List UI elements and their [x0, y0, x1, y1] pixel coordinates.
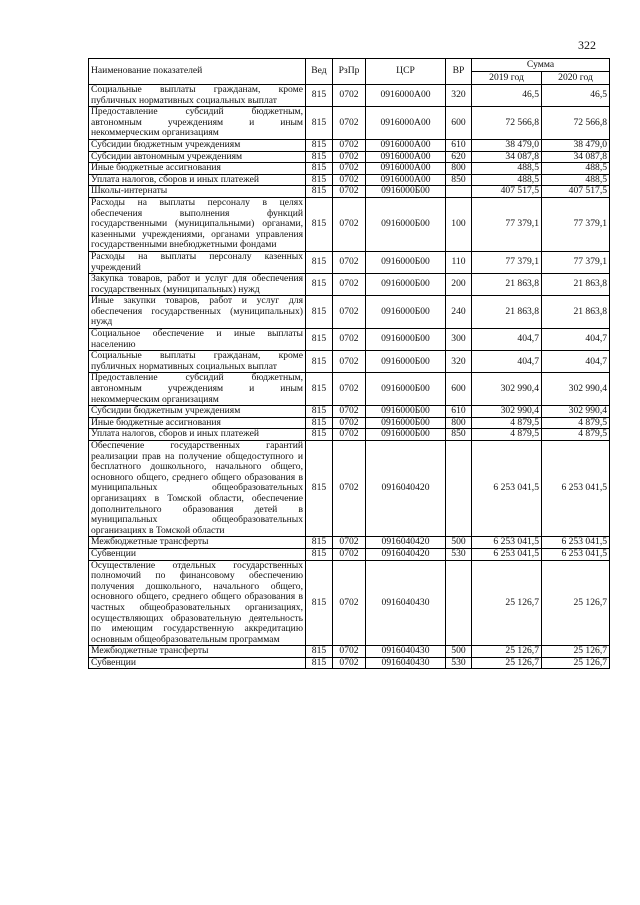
- row-csr: 0916000А00: [366, 107, 446, 140]
- row-csr: 0916000Б00: [366, 429, 446, 441]
- table-row: [89, 441, 610, 537]
- row-ved: 815: [306, 373, 333, 406]
- row-rzpr: 0702: [333, 548, 366, 560]
- row-ved: 815: [306, 251, 333, 273]
- table-header: [89, 59, 610, 85]
- row-csr: 0916040420: [366, 548, 446, 560]
- row-vr: 850: [446, 174, 472, 186]
- row-csr: 0916000А00: [366, 85, 446, 107]
- row-csr: 0916040430: [366, 646, 446, 658]
- row-sum-2019: 404,7: [472, 329, 542, 351]
- header-ved: Вед: [306, 59, 333, 85]
- row-vr: 100: [446, 197, 472, 251]
- row-sum-2019: 302 990,4: [472, 373, 542, 406]
- row-name: Субсидии автономным учреждениям: [89, 151, 306, 163]
- row-sum-2020: 407 517,5: [542, 186, 610, 198]
- row-vr: [446, 441, 472, 537]
- row-ved: 815: [306, 441, 333, 537]
- table-row: [89, 174, 610, 186]
- row-sum-2019: 72 566,8: [472, 107, 542, 140]
- row-ved: 815: [306, 548, 333, 560]
- table-row: [89, 85, 610, 107]
- row-vr: 800: [446, 163, 472, 175]
- row-vr: 300: [446, 329, 472, 351]
- table-row: [89, 373, 610, 406]
- row-ved: 815: [306, 139, 333, 151]
- row-vr: 530: [446, 548, 472, 560]
- row-sum-2019: 4 879,5: [472, 417, 542, 429]
- row-name: Субсидии бюджетным учреждениям: [89, 139, 306, 151]
- row-csr: 0916000А00: [366, 151, 446, 163]
- row-name: Иные бюджетные ассигнования: [89, 417, 306, 429]
- row-rzpr: 0702: [333, 163, 366, 175]
- row-sum-2020: 4 879,5: [542, 429, 610, 441]
- row-vr: 530: [446, 657, 472, 669]
- row-rzpr: 0702: [333, 351, 366, 373]
- table-row: [89, 329, 610, 351]
- row-name: Субвенции: [89, 657, 306, 669]
- row-sum-2020: 488,5: [542, 174, 610, 186]
- row-csr: 0916000Б00: [366, 296, 446, 329]
- row-name: Субвенции: [89, 548, 306, 560]
- row-vr: 620: [446, 151, 472, 163]
- row-sum-2020: 488,5: [542, 163, 610, 175]
- table-row: [89, 186, 610, 198]
- row-vr: 500: [446, 646, 472, 658]
- table-row: [89, 197, 610, 251]
- table-row: [89, 429, 610, 441]
- row-sum-2019: 34 087,8: [472, 151, 542, 163]
- row-vr: [446, 186, 472, 198]
- row-sum-2019: 77 379,1: [472, 197, 542, 251]
- table-row: [89, 163, 610, 175]
- row-ved: 815: [306, 107, 333, 140]
- table-row: [89, 657, 610, 669]
- table-row: [89, 406, 610, 418]
- row-ved: 815: [306, 186, 333, 198]
- row-sum-2019: 46,5: [472, 85, 542, 107]
- row-sum-2019: 4 879,5: [472, 429, 542, 441]
- row-sum-2019: 488,5: [472, 163, 542, 175]
- table-row: [89, 139, 610, 151]
- table-row: [89, 296, 610, 329]
- row-sum-2019: 25 126,7: [472, 560, 542, 646]
- row-rzpr: 0702: [333, 429, 366, 441]
- header-name: Наименование показателей: [89, 59, 306, 85]
- row-vr: [446, 560, 472, 646]
- table-body: [89, 85, 610, 669]
- header-year-2019: 2019 год: [472, 72, 542, 85]
- row-sum-2020: 6 253 041,5: [542, 537, 610, 549]
- row-sum-2020: 25 126,7: [542, 560, 610, 646]
- table-row: [89, 417, 610, 429]
- row-sum-2020: 404,7: [542, 329, 610, 351]
- row-name: Социальное обеспечение и иные выплаты населению: [89, 329, 306, 351]
- row-ved: 815: [306, 417, 333, 429]
- table-row: [89, 548, 610, 560]
- row-sum-2019: 25 126,7: [472, 657, 542, 669]
- header-csr: ЦСР: [366, 59, 446, 85]
- row-rzpr: 0702: [333, 274, 366, 296]
- row-ved: 815: [306, 274, 333, 296]
- header-year-2020: 2020 год: [542, 72, 610, 85]
- row-sum-2020: 21 863,8: [542, 296, 610, 329]
- row-sum-2020: 302 990,4: [542, 406, 610, 418]
- row-name: Уплата налогов, сборов и иных платежей: [89, 429, 306, 441]
- row-vr: 610: [446, 406, 472, 418]
- row-name: Уплата налогов, сборов и иных платежей: [89, 174, 306, 186]
- row-sum-2020: 21 863,8: [542, 274, 610, 296]
- row-csr: 0916040420: [366, 441, 446, 537]
- table-row: [89, 537, 610, 549]
- row-rzpr: 0702: [333, 85, 366, 107]
- row-ved: 815: [306, 560, 333, 646]
- row-vr: 110: [446, 251, 472, 273]
- row-ved: 815: [306, 657, 333, 669]
- row-csr: 0916000Б00: [366, 197, 446, 251]
- row-sum-2019: 6 253 041,5: [472, 548, 542, 560]
- row-rzpr: 0702: [333, 197, 366, 251]
- row-name: Межбюджетные трансферты: [89, 646, 306, 658]
- row-rzpr: 0702: [333, 174, 366, 186]
- row-ved: 815: [306, 351, 333, 373]
- row-csr: 0916000Б00: [366, 186, 446, 198]
- row-ved: 815: [306, 406, 333, 418]
- row-name: Социальные выплаты гражданам, кроме публичных нормативных социальных выплат: [89, 85, 306, 107]
- row-vr: 320: [446, 85, 472, 107]
- row-name: Школы-интернаты: [89, 186, 306, 198]
- row-sum-2019: 407 517,5: [472, 186, 542, 198]
- row-sum-2019: 6 253 041,5: [472, 537, 542, 549]
- row-sum-2020: 72 566,8: [542, 107, 610, 140]
- row-sum-2019: 21 863,8: [472, 296, 542, 329]
- row-vr: 320: [446, 351, 472, 373]
- row-name: Субсидии бюджетным учреждениям: [89, 406, 306, 418]
- row-vr: 600: [446, 373, 472, 406]
- row-csr: 0916000Б00: [366, 406, 446, 418]
- row-csr: 0916000А00: [366, 163, 446, 175]
- row-csr: 0916040420: [366, 537, 446, 549]
- row-sum-2020: 302 990,4: [542, 373, 610, 406]
- row-rzpr: 0702: [333, 646, 366, 658]
- row-ved: 815: [306, 646, 333, 658]
- row-rzpr: 0702: [333, 107, 366, 140]
- header-sum: Сумма: [472, 59, 610, 72]
- row-sum-2020: 404,7: [542, 351, 610, 373]
- row-csr: 0916040430: [366, 560, 446, 646]
- row-csr: 0916000Б00: [366, 251, 446, 273]
- row-sum-2019: 38 479,0: [472, 139, 542, 151]
- header-rzpr: РзПр: [333, 59, 366, 85]
- row-csr: 0916000А00: [366, 139, 446, 151]
- row-ved: 815: [306, 163, 333, 175]
- row-ved: 815: [306, 85, 333, 107]
- row-rzpr: 0702: [333, 373, 366, 406]
- row-rzpr: 0702: [333, 139, 366, 151]
- row-name: Осуществление отдельных государственных полномочий по финансовому обеспечению получения дошкольного, начального общего, основного общего, среднего общего образования в частных общеобразовательных организациях, осуществляющих образовательную деятельность по имеющим государственную аккредитацию основным общеобразовательным программам: [89, 560, 306, 646]
- row-name: Расходы на выплаты персоналу казенных учреждений: [89, 251, 306, 273]
- row-vr: 200: [446, 274, 472, 296]
- row-sum-2020: 38 479,0: [542, 139, 610, 151]
- row-rzpr: 0702: [333, 151, 366, 163]
- table-row: [89, 351, 610, 373]
- row-sum-2019: 302 990,4: [472, 406, 542, 418]
- row-sum-2019: 21 863,8: [472, 274, 542, 296]
- row-csr: 0916000А00: [366, 174, 446, 186]
- row-csr: 0916000Б00: [366, 373, 446, 406]
- row-ved: 815: [306, 329, 333, 351]
- table-row: [89, 646, 610, 658]
- row-vr: 240: [446, 296, 472, 329]
- row-name: Социальные выплаты гражданам, кроме публичных нормативных социальных выплат: [89, 351, 306, 373]
- row-ved: 815: [306, 429, 333, 441]
- row-csr: 0916000Б00: [366, 351, 446, 373]
- row-rzpr: 0702: [333, 537, 366, 549]
- row-name: Расходы на выплаты персоналу в целях обеспечения выполнения функций государственными (муниципальными) органами, казенными учреждениями, органами управления государственными внебюджетными фондами: [89, 197, 306, 251]
- row-ved: 815: [306, 174, 333, 186]
- row-vr: 610: [446, 139, 472, 151]
- table-row: [89, 251, 610, 273]
- row-csr: 0916040430: [366, 657, 446, 669]
- row-name: Иные закупки товаров, работ и услуг для обеспечения государственных (муниципальных) нужд: [89, 296, 306, 329]
- row-sum-2020: 77 379,1: [542, 251, 610, 273]
- row-sum-2019: 77 379,1: [472, 251, 542, 273]
- row-name: Закупка товаров, работ и услуг для обеспечения государственных (муниципальных) нужд: [89, 274, 306, 296]
- row-sum-2020: 6 253 041,5: [542, 441, 610, 537]
- page-number: 322: [578, 38, 596, 52]
- row-sum-2019: 6 253 041,5: [472, 441, 542, 537]
- row-ved: 815: [306, 296, 333, 329]
- row-vr: 850: [446, 429, 472, 441]
- row-csr: 0916000Б00: [366, 274, 446, 296]
- row-sum-2020: 34 087,8: [542, 151, 610, 163]
- row-vr: 500: [446, 537, 472, 549]
- row-rzpr: 0702: [333, 441, 366, 537]
- row-vr: 600: [446, 107, 472, 140]
- row-sum-2019: 25 126,7: [472, 646, 542, 658]
- row-name: Иные бюджетные ассигнования: [89, 163, 306, 175]
- row-ved: 815: [306, 151, 333, 163]
- row-csr: 0916000Б00: [366, 329, 446, 351]
- row-rzpr: 0702: [333, 251, 366, 273]
- row-sum-2019: 404,7: [472, 351, 542, 373]
- row-rzpr: 0702: [333, 560, 366, 646]
- row-vr: 800: [446, 417, 472, 429]
- row-sum-2020: 46,5: [542, 85, 610, 107]
- table-row: [89, 274, 610, 296]
- table-row: [89, 560, 610, 646]
- row-rzpr: 0702: [333, 186, 366, 198]
- row-csr: 0916000Б00: [366, 417, 446, 429]
- row-sum-2020: 77 379,1: [542, 197, 610, 251]
- row-sum-2020: 6 253 041,5: [542, 548, 610, 560]
- row-sum-2020: 25 126,7: [542, 657, 610, 669]
- table-row: [89, 107, 610, 140]
- row-name: Межбюджетные трансферты: [89, 537, 306, 549]
- row-name: Предоставление субсидий бюджетным, автономным учреждениям и иным некоммерческим организациям: [89, 373, 306, 406]
- row-sum-2020: 25 126,7: [542, 646, 610, 658]
- row-sum-2019: 488,5: [472, 174, 542, 186]
- table-row: [89, 151, 610, 163]
- row-ved: 815: [306, 537, 333, 549]
- row-rzpr: 0702: [333, 329, 366, 351]
- row-sum-2020: 4 879,5: [542, 417, 610, 429]
- row-rzpr: 0702: [333, 417, 366, 429]
- budget-table: [88, 58, 610, 669]
- row-name: Предоставление субсидий бюджетным, автономным учреждениям и иным некоммерческим организациям: [89, 107, 306, 140]
- row-name: Обеспечение государственных гарантий реализации прав на получение общедоступного и бесплатного дошкольного, начального общего, основного общего, среднего общего образования в муниципальных общеобразовательных организациях в Томской области, обеспечение дополнительного образования детей в муниципальных общеобразовательных организациях в Томской области: [89, 441, 306, 537]
- row-rzpr: 0702: [333, 406, 366, 418]
- row-rzpr: 0702: [333, 296, 366, 329]
- row-rzpr: 0702: [333, 657, 366, 669]
- header-vr: ВР: [446, 59, 472, 85]
- row-ved: 815: [306, 197, 333, 251]
